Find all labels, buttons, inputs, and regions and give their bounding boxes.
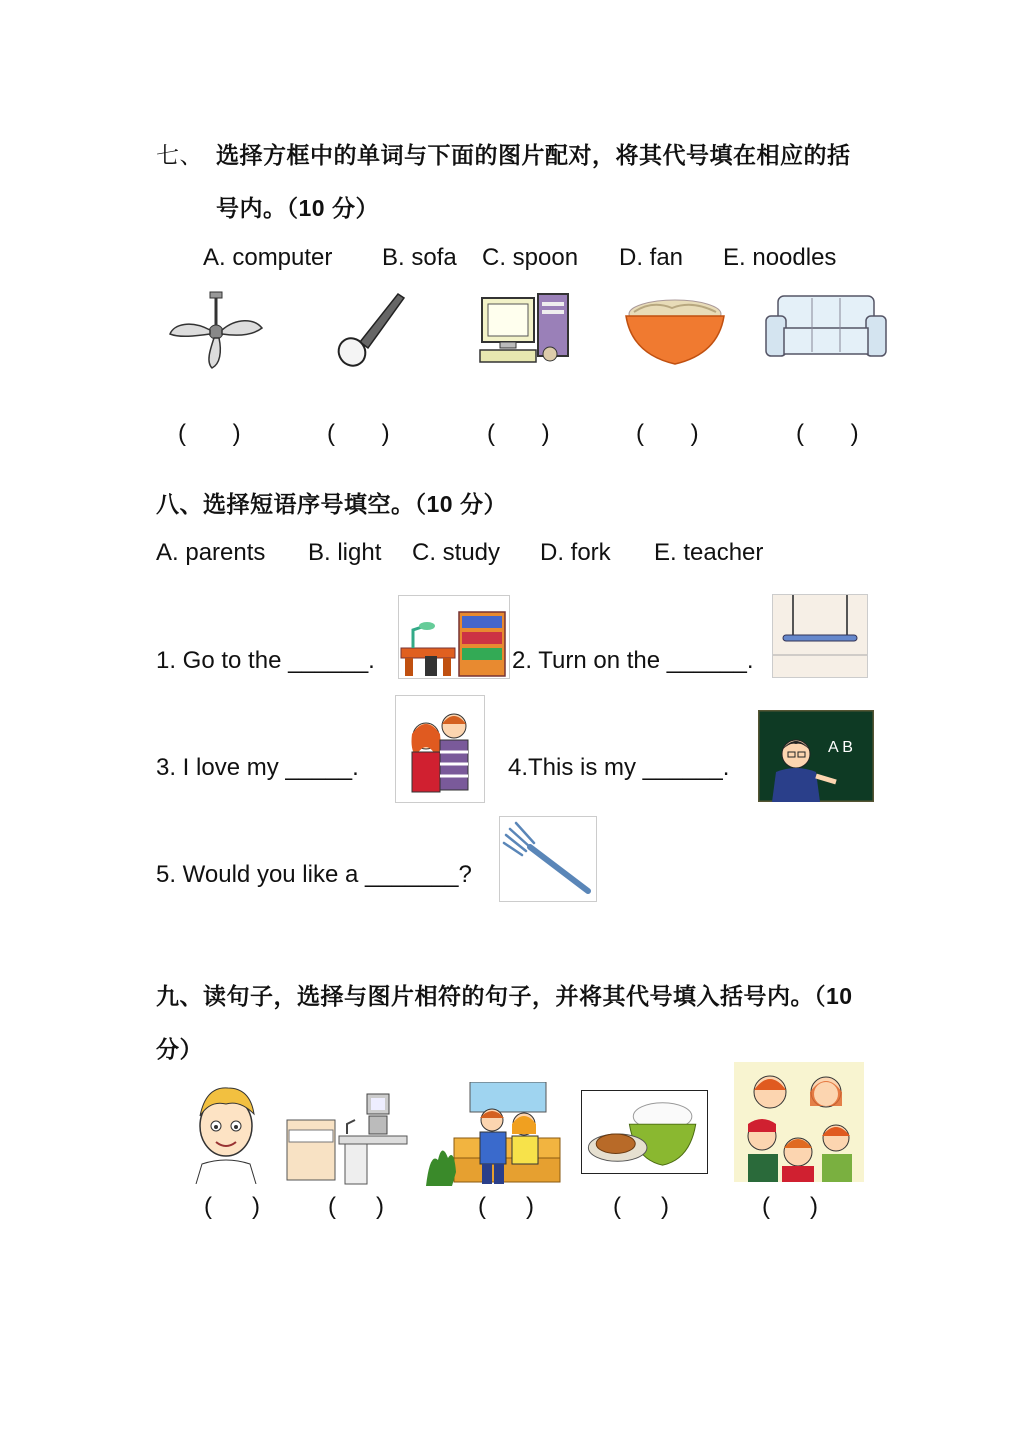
spoon-icon <box>336 290 406 370</box>
section7-option-a: A. computer <box>203 244 333 271</box>
section9-answer-5[interactable]: ( ) <box>762 1193 818 1220</box>
computer-icon <box>478 292 574 366</box>
section8-option-b: B. light <box>308 539 382 566</box>
section8-sentence-3: 3. I love my _____. <box>156 754 359 781</box>
fork-icon <box>499 816 597 902</box>
section7-answer-1[interactable]: ( ) <box>178 420 241 447</box>
section9-answer-2[interactable]: ( ) <box>328 1193 384 1220</box>
section7-option-b: B. sofa <box>382 244 457 271</box>
section8-sentence-1: 1. Go to the ______. <box>156 647 375 674</box>
section8-sentence-4: 4.This is my ______. <box>508 754 730 781</box>
section9-answer-1[interactable]: ( ) <box>204 1193 260 1220</box>
big-family-icon <box>734 1062 864 1182</box>
ceiling-light-icon <box>772 594 868 678</box>
bedroom-desk-icon <box>285 1090 410 1186</box>
section7-option-c: C. spoon <box>482 244 579 271</box>
parents-icon <box>395 695 485 803</box>
section8-option-c: C. study <box>412 539 501 566</box>
boy-icon <box>188 1080 264 1184</box>
section7-title-line2: 号内。（10 分） <box>216 195 379 221</box>
section8-option-d: D. fork <box>540 539 611 566</box>
family-sofa-icon <box>424 1082 566 1186</box>
section9-answer-4[interactable]: ( ) <box>613 1193 669 1220</box>
section8-option-e: E. teacher <box>654 539 764 566</box>
study-room-icon <box>398 595 510 679</box>
teacher-icon <box>758 710 874 802</box>
section8-title: 八、选择短语序号填空。（10 分） <box>156 491 507 517</box>
section8-sentence-2: 2. Turn on the ______. <box>512 647 754 674</box>
section7-title-line1: 选择方框中的单词与下面的图片配对，将其代号填在相应的括 <box>216 142 851 168</box>
section7-number: 七、 <box>156 142 203 168</box>
section9-title-line1: 九、读句子，选择与图片相符的句子，并将其代号填入括号内。（10 <box>156 983 853 1009</box>
section7-answer-3[interactable]: ( ) <box>487 420 550 447</box>
section8-sentence-5: 5. Would you like a _______? <box>156 861 472 888</box>
section7-answer-4[interactable]: ( ) <box>636 420 699 447</box>
rice-bowl-icon <box>581 1090 708 1174</box>
section7-option-d: D. fan <box>619 244 684 271</box>
section8-option-a: A. parents <box>156 539 266 566</box>
blackboard-text: A B <box>828 739 853 756</box>
section9-answer-3[interactable]: ( ) <box>478 1193 534 1220</box>
section9-title-line2: 分） <box>156 1036 203 1062</box>
fan-icon <box>166 290 266 370</box>
section7-answer-5[interactable]: ( ) <box>796 420 859 447</box>
sofa-icon <box>764 292 888 362</box>
noodles-bowl-icon <box>622 292 728 368</box>
section7-option-e: E. noodles <box>723 244 837 271</box>
section7-answer-2[interactable]: ( ) <box>327 420 390 447</box>
